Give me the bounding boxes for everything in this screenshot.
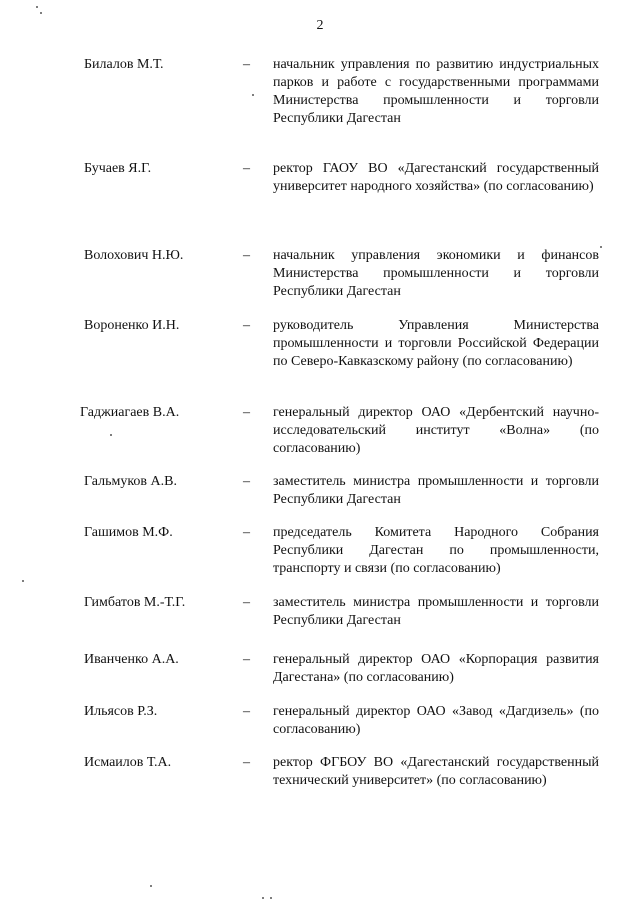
person-name: Гимбатов М.-Т.Г. [84,595,186,610]
person-position: генеральный директор ОАО «Дербентский научно-исследовательский институт «Волна» (по согласованию) [273,405,599,456]
person-name: Гашимов М.Ф. [84,525,173,540]
scan-speck [110,434,112,436]
separator-dash: – [243,405,250,420]
person-position: председатель Комитета Народного Собрания Республики Дагестан по промышленности, транспорту и связи (по согласованию) [273,525,599,576]
list-item [0,754,640,834]
person-position: генеральный директор ОАО «Корпорация развития Дагестана» (по согласованию) [273,652,599,685]
person-position: начальник управления по развитию индустриальных парков и работе с государственными программами Министерства промышленности и торговли Республики Дагестан [273,57,599,126]
separator-dash: – [243,57,250,72]
list-item [0,404,640,484]
person-position: генеральный директор ОАО «Завод «Дагдизель» (по согласованию) [273,704,599,737]
list-item [0,247,640,327]
person-name: Волохович Н.Ю. [84,248,184,263]
person-position: ректор ФГБОУ ВО «Дагестанский государственный технический университет» (по согласованию) [273,755,599,788]
list-item [0,317,640,397]
separator-dash: – [243,161,250,176]
person-name: Вороненко И.Н. [84,318,180,333]
list-item [0,56,640,136]
page-number: 2 [316,18,324,33]
scan-speck [600,246,602,248]
separator-dash: – [243,704,250,719]
separator-dash: – [243,474,250,489]
separator-dash: – [243,652,250,667]
scan-speck [40,12,42,14]
person-position: заместитель министра промышленности и торговли Республики Дагестан [273,595,599,628]
scan-speck [150,885,152,887]
separator-dash: – [243,248,250,263]
separator-dash: – [243,595,250,610]
separator-dash: – [243,318,250,333]
person-name: Гаджиагаев В.А. [80,405,180,420]
scan-speck [262,897,264,899]
person-name: Ильясов Р.З. [84,704,158,719]
separator-dash: – [243,755,250,770]
list-item [0,524,640,604]
person-position: ректор ГАОУ ВО «Дагестанский государственный университет народного хозяйства» (по согласованию) [273,161,599,194]
scan-speck [22,580,24,582]
person-name: Гальмуков А.В. [84,474,177,489]
list-item [0,160,640,240]
person-position: начальник управления экономики и финансов Министерства промышленности и торговли Республики Дагестан [273,248,599,299]
separator-dash: – [243,525,250,540]
scan-speck [270,897,272,899]
person-name: Исмаилов Т.А. [84,755,172,770]
person-position: заместитель министра промышленности и торговли Республики Дагестан [273,474,599,507]
person-name: Иванченко А.А. [84,652,179,667]
person-position: руководитель Управления Министерства промышленности и торговли Российской Федерации по Северо-Кавказскому району (по согласованию) [273,318,599,369]
scan-speck [36,6,38,8]
person-name: Билалов М.Т. [84,57,164,72]
person-name: Бучаев Я.Г. [84,161,152,176]
scan-speck [252,94,254,96]
